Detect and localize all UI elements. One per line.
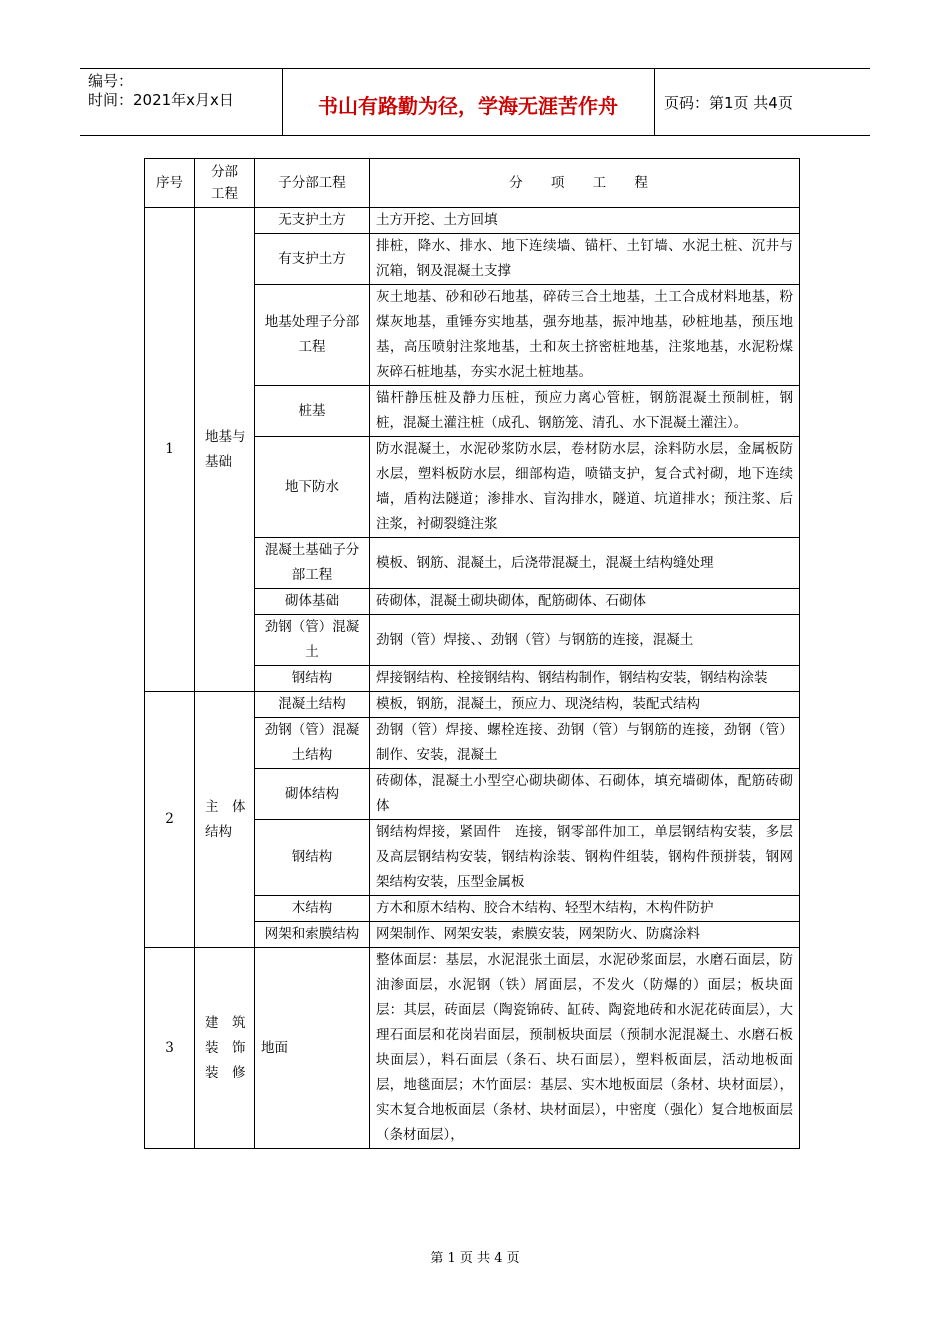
table-header-row bbox=[145, 159, 800, 208]
page-footer: 第 1 页 共 4 页 bbox=[430, 1251, 520, 1266]
header-divider bbox=[654, 68, 655, 136]
sub-division-name: 网架和索膜结构 bbox=[255, 922, 370, 948]
row-index: 2 bbox=[145, 692, 195, 948]
sub-division-name: 砌体结构 bbox=[255, 769, 370, 820]
header-meta bbox=[88, 72, 234, 110]
header-division: 分部 工程 bbox=[195, 159, 255, 208]
sub-division-name: 劲钢（管）混凝土 bbox=[255, 615, 370, 666]
item-list: 土方开挖、土方回填 bbox=[370, 208, 800, 234]
item-list: 方木和原木结构、胶合木结构、轻型木结构，木构件防护 bbox=[370, 896, 800, 922]
header-bottom-rule bbox=[80, 135, 870, 136]
item-list: 模板，钢筋，混凝土，预应力、现浇结构，装配式结构 bbox=[370, 692, 800, 718]
sub-division-name: 木结构 bbox=[255, 896, 370, 922]
header-index: 序号 bbox=[145, 159, 195, 208]
item-list: 焊接钢结构、栓接钢结构、钢结构制作，钢结构安装，钢结构涂装 bbox=[370, 666, 800, 692]
sub-division-name: 地基处理子分部工程 bbox=[255, 285, 370, 386]
item-list: 砖砌体，混凝土小型空心砌块砌体、石砌体，填充墙砌体，配筋砖砌体 bbox=[370, 769, 800, 820]
sub-division-name: 钢结构 bbox=[255, 666, 370, 692]
division-name: 建 筑 装 饰 装 修 bbox=[195, 948, 255, 1149]
sub-division-name: 钢结构 bbox=[255, 820, 370, 896]
item-list: 整体面层：基层，水泥混张土面层，水泥砂浆面层，水磨石面层，防油渗面层，水泥钢（铁）屑面层，不发火（防爆的）面层；板块面层：其层，砖面层（陶瓷锦砖、缸砖、陶瓷地砖和水泥花砖面层），大理石面层和花岗岩面层，预制板块面层（预制水泥混凝土、水磨石板块面层），料石面层（条石、块石面层），塑料板面层，活动地板面层，地毯面层；木竹面层：基层、实木地板面层（条材、块材面层），实木复合地板面层（条材、块材面层），中密度（强化）复合地板面层（条材面层）， bbox=[370, 948, 800, 1149]
division-name: 主 体 结构 bbox=[195, 692, 255, 948]
item-list: 防水混凝土，水泥砂浆防水层，卷材防水层，涂料防水层，金属板防水层，塑料板防水层，细部构造，喷锚支护，复合式衬砌，地下连续墙，盾构法隧道；渗排水、盲沟排水，隧道、坑道排水；预注浆、后注浆，衬砌裂缝注浆 bbox=[370, 437, 800, 538]
item-list: 砖砌体，混凝土砌块砌体，配筋砌体、石砌体 bbox=[370, 589, 800, 615]
item-list: 网架制作、网架安装，索膜安装，网架防火、防腐涂料 bbox=[370, 922, 800, 948]
number-label: 编号： bbox=[88, 72, 134, 90]
time-label: 时间：2021年x月x日 bbox=[88, 91, 234, 109]
table-row bbox=[145, 692, 800, 718]
row-index: 1 bbox=[145, 208, 195, 692]
header-sub-division: 子分部工程 bbox=[255, 159, 370, 208]
header-page-info: 页码：第1页 共4页 bbox=[664, 94, 793, 112]
table-row bbox=[145, 948, 800, 1149]
sub-division-name: 砌体基础 bbox=[255, 589, 370, 615]
page-header bbox=[80, 68, 870, 136]
table-row bbox=[145, 208, 800, 234]
engineering-division-table bbox=[144, 158, 800, 1149]
item-list: 钢结构焊接，紧固件 连接，钢零部件加工，单层钢结构安装，多层及高层钢结构安装，钢结构涂装、钢构件组装，钢构件预拼装，钢网架结构安装，压型金属板 bbox=[370, 820, 800, 896]
item-list: 模板、钢筋、混凝土，后浇带混凝土，混凝土结构缝处理 bbox=[370, 538, 800, 589]
header-items: 分 项 工 程 bbox=[370, 159, 800, 208]
item-list: 排桩，降水、排水、地下连续墙、锚杆、土钉墙、水泥土桩、沉井与沉箱，钢及混凝土支撑 bbox=[370, 234, 800, 285]
item-list: 劲钢（管）焊接、、劲钢（管）与钢筋的连接，混凝土 bbox=[370, 615, 800, 666]
sub-division-name: 混凝土基础子分部工程 bbox=[255, 538, 370, 589]
row-index: 3 bbox=[145, 948, 195, 1149]
sub-division-name: 混凝土结构 bbox=[255, 692, 370, 718]
sub-division-name: 地面 bbox=[255, 948, 370, 1149]
sub-division-name: 劲钢（管）混凝土结构 bbox=[255, 718, 370, 769]
sub-division-name: 桩基 bbox=[255, 386, 370, 437]
item-list: 锚杆静压桩及静力压桩，预应力离心管桩，钢筋混凝土预制桩，钢桩，混凝土灌注桩（成孔、钢筋笼、清孔、水下混凝土灌注）。 bbox=[370, 386, 800, 437]
division-name: 地基与 基础 bbox=[195, 208, 255, 692]
header-motto: 书山有路勤为径，学海无涯苦作舟 bbox=[318, 94, 618, 118]
item-list: 劲钢（管）焊接、螺栓连接、劲钢（管）与钢筋的连接，劲钢（管）制作、安装，混凝土 bbox=[370, 718, 800, 769]
sub-division-name: 有支护土方 bbox=[255, 234, 370, 285]
sub-division-name: 无支护土方 bbox=[255, 208, 370, 234]
table-body bbox=[145, 208, 800, 1149]
header-top-rule bbox=[80, 68, 870, 69]
sub-division-name: 地下防水 bbox=[255, 437, 370, 538]
item-list: 灰土地基、砂和砂石地基，碎砖三合土地基，土工合成材料地基，粉煤灰地基，重锤夯实地基，强夯地基，振冲地基，砂桩地基，预压地基，高压喷射注浆地基，土和灰土挤密桩地基，注浆地基，水泥粉煤灰碎石桩地基，夯实水泥土桩地基。 bbox=[370, 285, 800, 386]
